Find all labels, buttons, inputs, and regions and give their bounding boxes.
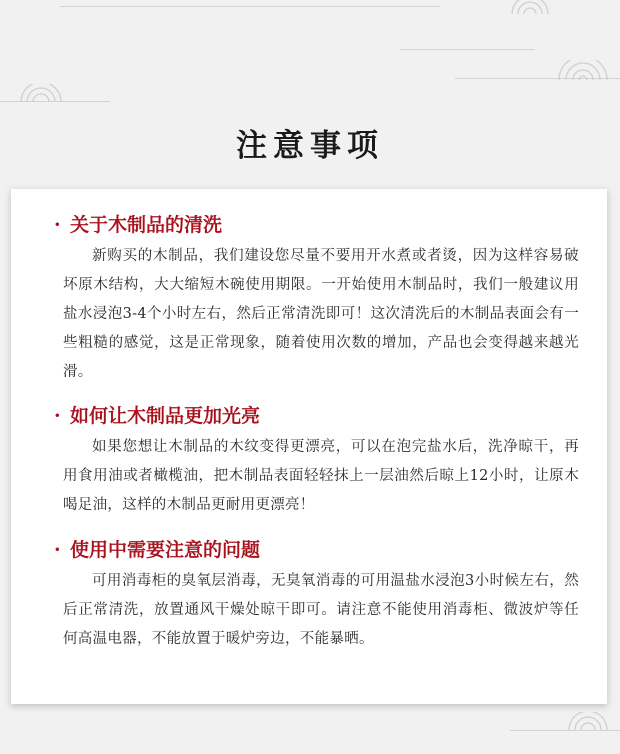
section-body: 新购买的木制品，我们建设您尽量不要用开水煮或者烫，因为这样容易破坏原木结构，大大缩短木碗使用期限。一开始使用木制品时，我们一般建议用盐水浸泡3-4个小时左右，然后正常清洗即可！这次清洗后的木制品表面会有一些粗糙的感觉，这是正常现象，随着使用次数的增加，产品也会变得越来越光滑。 — [63, 248, 579, 380]
section-usage-notes — [54, 536, 579, 654]
section-heading-text: 如何让木制品更加光亮 — [70, 405, 261, 427]
decor-line — [400, 49, 535, 50]
notice-card — [11, 189, 607, 704]
decor-line — [60, 6, 440, 7]
wave-cloud-icon — [566, 712, 610, 730]
wave-cloud-icon — [18, 84, 64, 102]
bullet-dot: · — [54, 214, 61, 236]
wave-cloud-icon — [508, 0, 552, 14]
section-heading-text: 使用中需要注意的问题 — [70, 539, 261, 561]
section-heading — [54, 402, 579, 430]
section-heading — [54, 211, 579, 239]
section-body: 如果您想让木制品的木纹变得更漂亮，可以在泡完盐水后，洗净晾干，再用食用油或者橄榄油，把木制品表面轻轻抹上一层油然后晾上12小时，让原木喝足油，这样的木制品更耐用更漂亮！ — [63, 439, 579, 513]
bullet-dot: · — [54, 405, 61, 427]
section-heading — [54, 536, 579, 564]
wave-cloud-icon — [556, 60, 610, 80]
bullet-dot: · — [54, 539, 61, 561]
section-heading-text: 关于木制品的清洗 — [70, 214, 223, 236]
section-body: 可用消毒柜的臭氧层消毒，无臭氧消毒的可用温盐水浸泡3小时候左右，然后正常清洗，放置通风干燥处晾干即可。请注意不能使用消毒柜、微波炉等任何高温电器，不能放置于暖炉旁边，不能暴晒。 — [63, 573, 579, 647]
section-cleaning — [54, 211, 579, 387]
page-title: 注意事项 — [236, 128, 384, 164]
decor-line — [510, 730, 620, 731]
section-shine — [54, 402, 579, 520]
